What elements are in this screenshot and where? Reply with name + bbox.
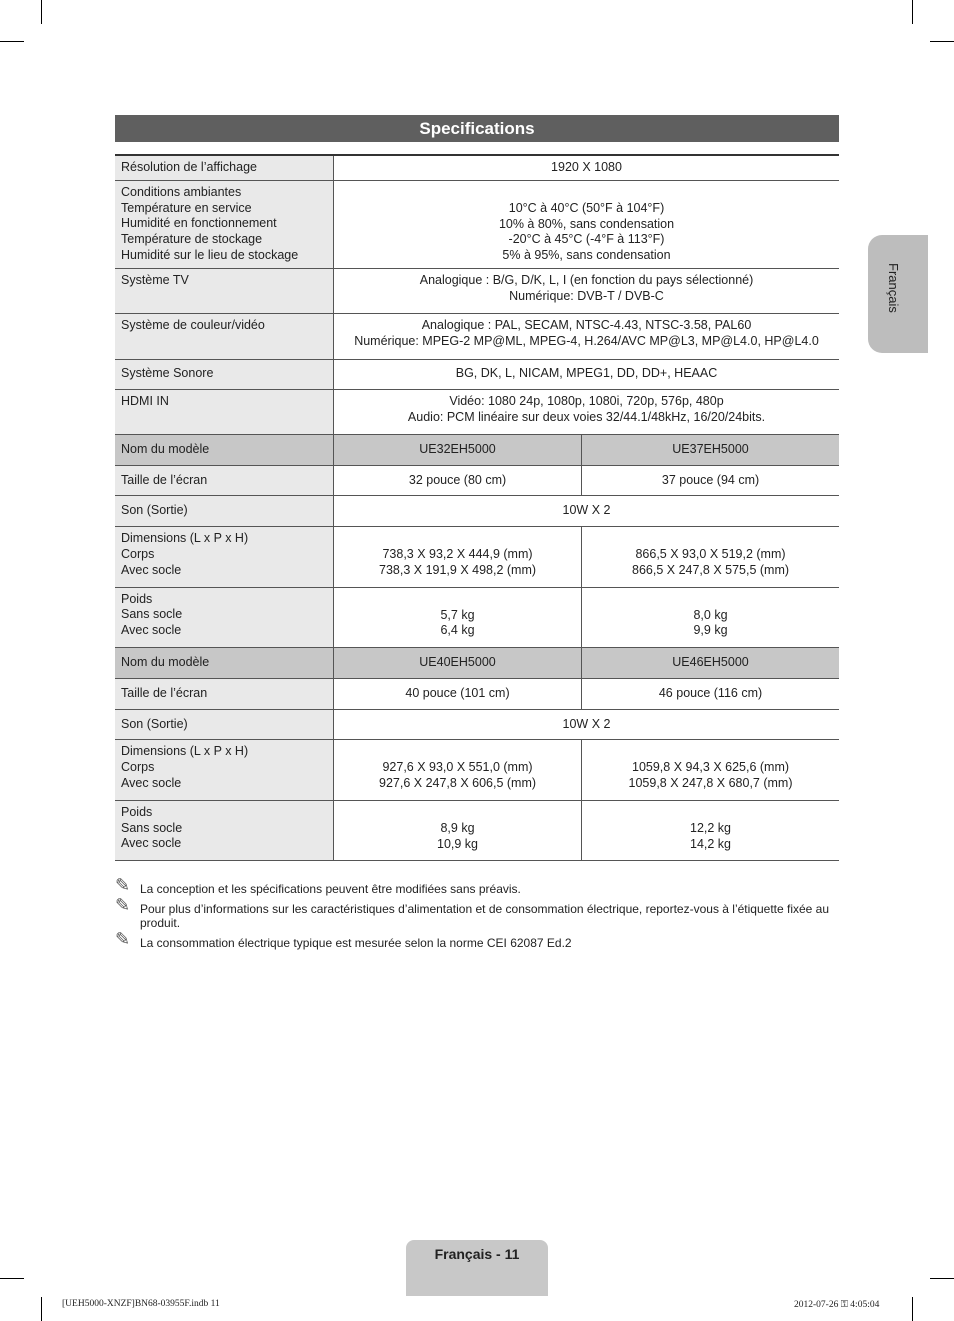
row-value: Analogique : PAL, SECAM, NTSC-4.43, NTSC-3.58, PAL60 Numérique: MPEG-2 MP@ML, MPEG-4, H.264/AVC MP@L3, MP@L4.0, HP@L4.0 <box>334 313 840 359</box>
table-row <box>115 313 839 359</box>
row-value: 738,3 X 93,2 X 444,9 (mm) 738,3 X 191,9 X 498,2 (mm) <box>334 527 582 587</box>
row-label: Système de couleur/vidéo <box>115 313 334 359</box>
row-value: 8,0 kg 9,9 kg <box>582 587 839 647</box>
row-label: Dimensions (L x P x H) Corps Avec socle <box>115 740 334 800</box>
table-row <box>115 587 839 647</box>
table-row <box>115 465 839 496</box>
row-label: Conditions ambiantes Température en service Humidité en fonctionnement Température de stockage Humidité sur le lieu de stockage <box>115 180 334 268</box>
footer-file-info: [UEH5000-XNZF]BN68-03955F.indb 11 <box>62 1299 220 1309</box>
table-row <box>115 527 839 587</box>
row-label: Résolution de l’affichage <box>115 155 334 180</box>
model-name-row <box>115 434 839 465</box>
model-name-row <box>115 647 839 678</box>
pencil-note-icon: ✎ <box>115 929 131 949</box>
row-value: 8,9 kg 10,9 kg <box>334 800 582 860</box>
page-number-tab <box>406 1240 548 1296</box>
row-label: Poids Sans socle Avec socle <box>115 587 334 647</box>
crop-mark <box>930 41 954 42</box>
row-label: Système TV <box>115 268 334 313</box>
crop-mark <box>912 0 913 24</box>
crop-mark <box>0 41 24 42</box>
note-text: La consommation électrique typique est mesurée selon la norme CEI 62087 Ed.2 <box>140 936 572 950</box>
table-row <box>115 800 839 860</box>
row-value: BG, DK, L, NICAM, MPEG1, DD, DD+, HEAAC <box>334 359 840 389</box>
row-label: Dimensions (L x P x H) Corps Avec socle <box>115 527 334 587</box>
row-value: 46 pouce (116 cm) <box>582 678 839 709</box>
crop-mark <box>41 0 42 24</box>
model-name: UE40EH5000 <box>334 647 582 678</box>
table-row <box>115 155 839 180</box>
model-name: UE32EH5000 <box>334 434 582 465</box>
row-value: Analogique : B/G, D/K, L, I (en fonction du pays sélectionné) Numérique: DVB-T / DVB-C <box>334 268 840 313</box>
row-value: Vidéo: 1080 24p, 1080p, 1080i, 720p, 576p, 480p Audio: PCM linéaire sur deux voies 32/44.1/48kHz, 16/20/24bits. <box>334 389 840 434</box>
table-row <box>115 709 839 740</box>
crop-mark <box>912 1297 913 1321</box>
row-label: Système Sonore <box>115 359 334 389</box>
pencil-note-icon: ✎ <box>115 875 131 895</box>
row-label: Son (Sortie) <box>115 709 334 740</box>
model-name: UE46EH5000 <box>582 647 839 678</box>
table-row <box>115 389 839 434</box>
table-row <box>115 359 839 389</box>
crop-mark <box>0 1278 24 1279</box>
notes-section <box>115 875 839 956</box>
table-row <box>115 496 839 527</box>
table-row <box>115 678 839 709</box>
note-text: La conception et les spécifications peuvent être modifiées sans préavis. <box>140 882 521 896</box>
row-value: 37 pouce (94 cm) <box>582 465 839 496</box>
row-label: Poids Sans socle Avec socle <box>115 800 334 860</box>
specifications-table <box>115 154 839 861</box>
language-label: Français <box>886 263 901 313</box>
row-value: 927,6 X 93,0 X 551,0 (mm) 927,6 X 247,8 X 606,5 (mm) <box>334 740 582 800</box>
pencil-note-icon: ✎ <box>115 895 131 915</box>
row-label: HDMI IN <box>115 389 334 434</box>
row-value: 1920 X 1080 <box>334 155 840 180</box>
table-row <box>115 740 839 800</box>
row-value: 12,2 kg 14,2 kg <box>582 800 839 860</box>
row-value: 866,5 X 93,0 X 519,2 (mm) 866,5 X 247,8 X 575,5 (mm) <box>582 527 839 587</box>
row-label: Nom du modèle <box>115 647 334 678</box>
note-item <box>115 895 839 930</box>
row-value: 32 pouce (80 cm) <box>334 465 582 496</box>
model-name: UE37EH5000 <box>582 434 839 465</box>
row-label: Son (Sortie) <box>115 496 334 527</box>
page-number: Français - 11 <box>434 1246 520 1262</box>
footer-timestamp: 2012-07-26 ⚿ 4:05:04 <box>794 1300 880 1310</box>
crop-mark <box>930 1278 954 1279</box>
row-value: 1059,8 X 94,3 X 625,6 (mm) 1059,8 X 247,8 X 680,7 (mm) <box>582 740 839 800</box>
row-label: Taille de l’écran <box>115 465 334 496</box>
row-label: Taille de l’écran <box>115 678 334 709</box>
note-item <box>115 929 839 950</box>
note-text: Pour plus d’informations sur les caractéristiques d’alimentation et de consommation électrique, reportez-vous à l’étiquette fixée au produit. <box>140 902 830 930</box>
row-value: 40 pouce (101 cm) <box>334 678 582 709</box>
table-row <box>115 180 839 268</box>
language-side-tab <box>868 235 928 353</box>
row-value: 10W X 2 <box>334 496 840 527</box>
row-value: 10°C à 40°C (50°F à 104°F) 10% à 80%, sans condensation -20°C à 45°C (-4°F à 113°F) 5% à 95%, sans condensation <box>334 180 840 268</box>
row-value: 10W X 2 <box>334 709 840 740</box>
row-label: Nom du modèle <box>115 434 334 465</box>
note-item <box>115 875 839 896</box>
page-title: Specifications <box>115 115 839 142</box>
crop-mark <box>41 1297 42 1321</box>
row-value: 5,7 kg 6,4 kg <box>334 587 582 647</box>
table-row <box>115 268 839 313</box>
